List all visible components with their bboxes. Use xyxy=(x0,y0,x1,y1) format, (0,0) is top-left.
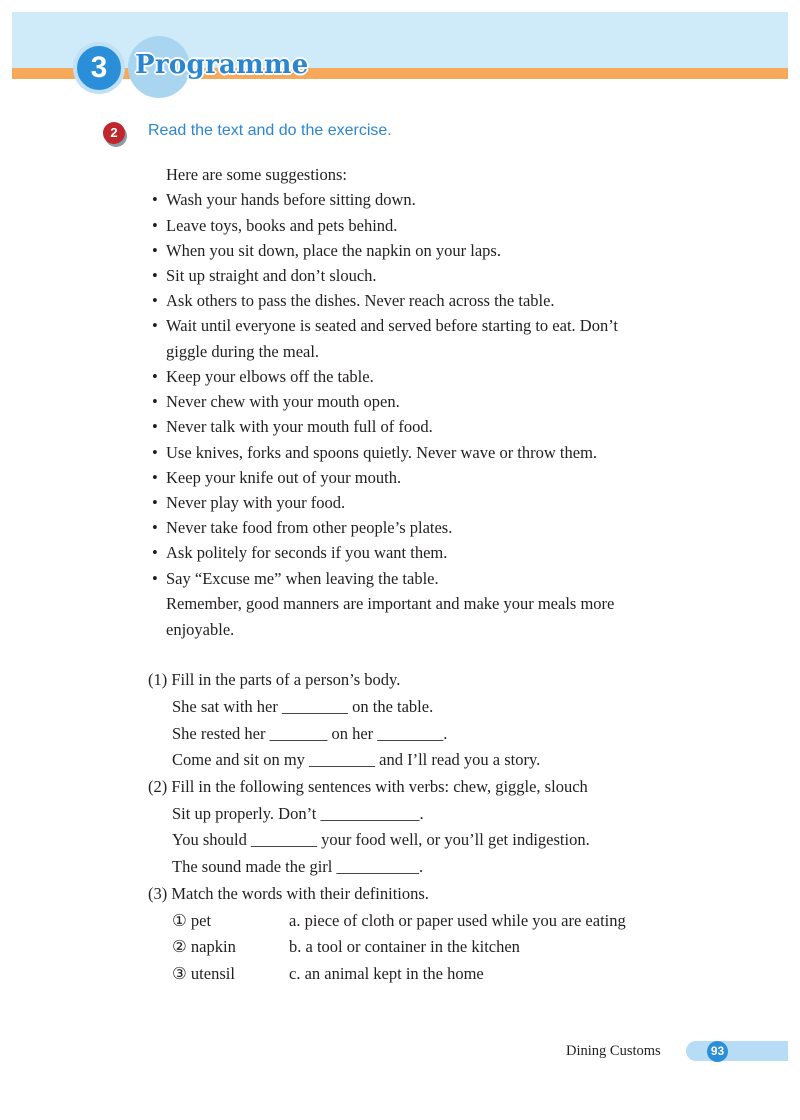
bullet-marker: • xyxy=(152,493,158,512)
question-sentence: Come and sit on my ________ and I’ll read you a story. xyxy=(172,750,541,769)
list-item: Keep your knife out of your mouth. xyxy=(166,468,402,487)
list-item: Never play with your food. xyxy=(166,493,346,512)
list-item: Say “Excuse me” when leaving the table. xyxy=(166,569,439,588)
bullet-marker: • xyxy=(152,443,158,462)
reading-intro: Here are some suggestions: xyxy=(166,165,347,184)
question-sentence: You should ________ your food well, or you’ll get indigestion. xyxy=(172,830,590,849)
list-item-continuation: giggle during the meal. xyxy=(166,342,320,361)
list-item: Leave toys, books and pets behind. xyxy=(166,216,398,235)
question-sentence: The sound made the girl __________. xyxy=(172,857,424,876)
match-word: ① pet xyxy=(172,911,212,930)
question-sentence: She rested her _______ on her ________. xyxy=(172,724,448,743)
footer-bar xyxy=(686,1041,788,1061)
list-item: Never chew with your mouth open. xyxy=(166,392,400,411)
bullet-marker: • xyxy=(152,569,158,588)
bullet-marker: • xyxy=(152,216,158,235)
match-word: ③ utensil xyxy=(172,964,235,983)
match-definition: a. piece of cloth or paper used while you are eating xyxy=(289,911,626,930)
list-item: Ask others to pass the dishes. Never reach across the table. xyxy=(166,291,555,310)
section-title: Programme xyxy=(135,50,309,80)
bullet-marker: • xyxy=(152,543,158,562)
list-item: Never take food from other people’s plates. xyxy=(166,518,453,537)
match-definition: c. an animal kept in the home xyxy=(289,964,484,983)
question-sentence: Sit up properly. Don’t ____________. xyxy=(172,804,424,823)
bullet-marker: • xyxy=(152,468,158,487)
match-word: ② napkin xyxy=(172,937,236,956)
exercise-instruction: Read the text and do the exercise. xyxy=(148,122,392,139)
bullet-marker: • xyxy=(152,241,158,260)
bullet-marker: • xyxy=(152,518,158,537)
list-item: When you sit down, place the napkin on your laps. xyxy=(166,241,501,260)
question-sentence: She sat with her ________ on the table. xyxy=(172,697,434,716)
match-definition: b. a tool or container in the kitchen xyxy=(289,937,520,956)
bullet-marker: • xyxy=(152,291,158,310)
list-item: Sit up straight and don’t slouch. xyxy=(166,266,377,285)
list-item: Ask politely for seconds if you want them. xyxy=(166,543,448,562)
list-item: Never talk with your mouth full of food. xyxy=(166,417,433,436)
bullet-marker: • xyxy=(152,190,158,209)
question-2-prompt: (2) Fill in the following sentences with verbs: chew, giggle, slouch xyxy=(148,777,588,796)
bullet-marker: • xyxy=(152,367,158,386)
list-item: Wait until everyone is seated and served before starting to eat. Don’t xyxy=(166,316,618,335)
list-item: Use knives, forks and spoons quietly. Never wave or throw them. xyxy=(166,443,598,462)
footer-chapter-title: Dining Customs xyxy=(566,1043,661,1059)
exercise-number-badge: 2 xyxy=(103,122,125,144)
bullet-marker: • xyxy=(152,392,158,411)
reading-closing: Remember, good manners are important and make your meals more xyxy=(166,594,615,613)
question-1-prompt: (1) Fill in the parts of a person’s body. xyxy=(148,670,401,689)
bullet-marker: • xyxy=(152,417,158,436)
bullet-marker: • xyxy=(152,266,158,285)
page-number: 93 xyxy=(707,1041,728,1062)
list-item: Wash your hands before sitting down. xyxy=(166,190,416,209)
bullet-marker: • xyxy=(152,316,158,335)
unit-number: 3 xyxy=(90,51,108,84)
question-3-prompt: (3) Match the words with their definitions. xyxy=(148,884,429,903)
list-item: Keep your elbows off the table. xyxy=(166,367,374,386)
reading-closing-continuation: enjoyable. xyxy=(166,620,235,639)
